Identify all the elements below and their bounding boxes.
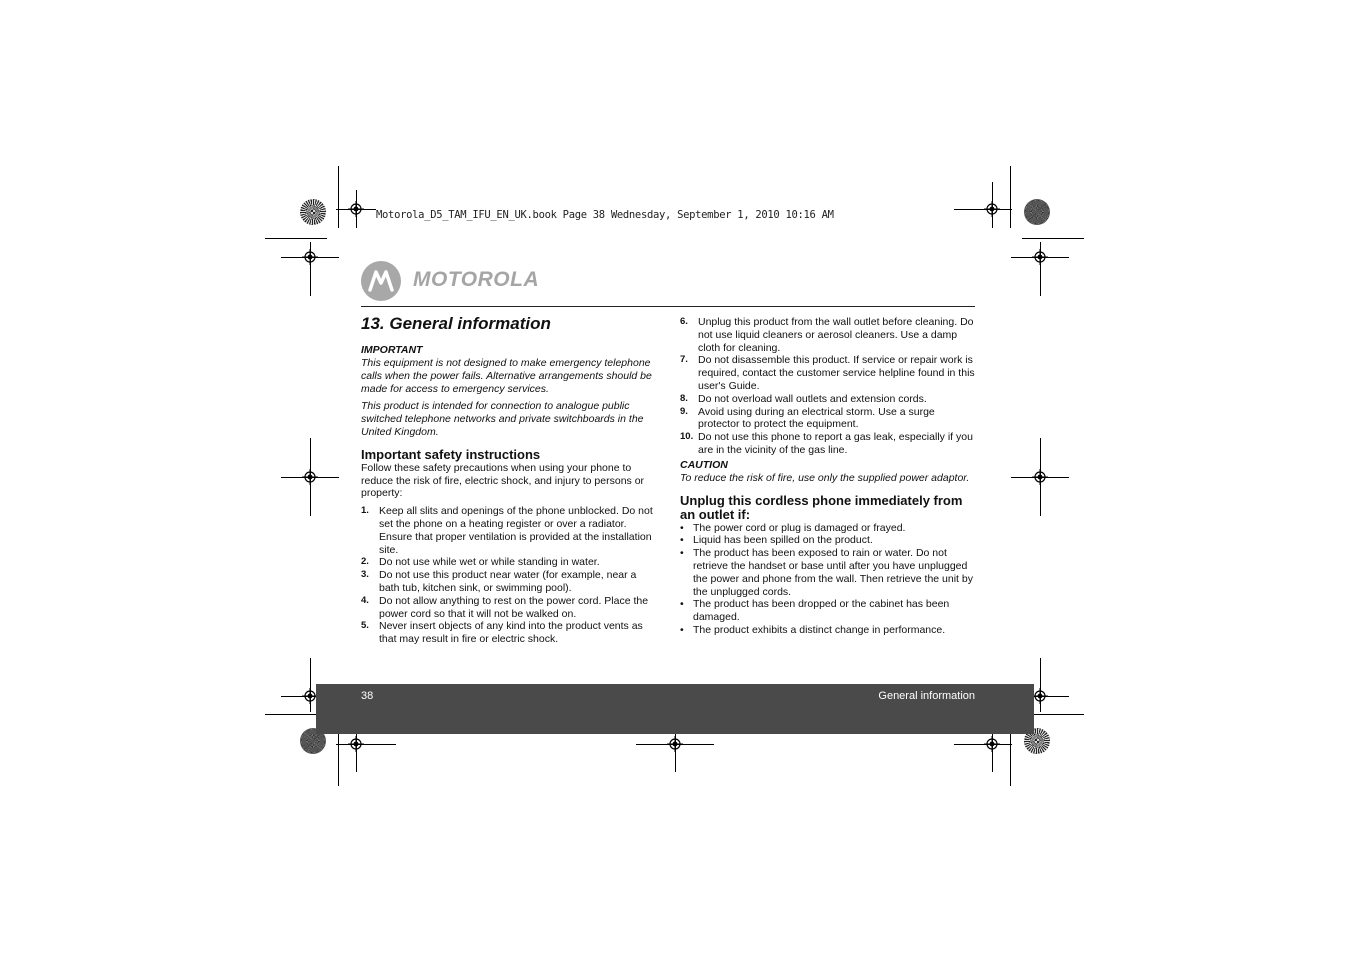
crop-mark [356,728,357,772]
safety-list [361,505,657,646]
starburst-icon [1024,199,1050,225]
list-item: • The power cord or plug is damaged or frayed. [680,521,906,534]
crop-mark [1040,438,1041,516]
crop-mark [265,238,327,239]
unplug-heading: Unplug this cordless phone immediately from an outlet if: [680,492,963,522]
list-item: 9. Avoid using during an electrical storm. Use a surge protector to protect the equipment. [680,405,935,431]
list-item: • The product exhibits a distinct change in performance. [680,623,946,636]
important-text-2: This product is intended for connection to analogue public switched telephone networks and private switchboards in the United Kingdom. [361,400,644,438]
print-slug: Motorola_D5_TAM_IFU_EN_UK.book Page 38 Wednesday, September 1, 2010 10:16 AM [376,209,834,221]
safety-list-continued [680,316,976,457]
crop-mark [310,438,311,516]
motorola-wordmark: MOTOROLA [413,268,540,291]
caution-label: CAUTION [680,458,728,471]
right-column [680,316,976,637]
motorola-logo-icon [361,261,401,301]
list-item: 5. Never insert objects of any kind into the product vents as that may result in fire or electric shock. [361,620,643,646]
list-item: 1. Keep all slits and openings of the phone unblocked. Do not set the phone on a heating register or over a radiator. Ensure that proper ventilation is provided at the installation site. [361,505,653,556]
list-item: • The product has been exposed to rain or water. Do not retrieve the handset or base until after you have unplugged the power and phone from the wall. Then retrieve the unit by the unplugged cords. [680,547,973,598]
crop-mark [338,166,339,228]
footer-bar [316,684,1034,734]
crop-mark [336,744,396,745]
list-item: 2. Do not use while wet or while standing in water. [361,556,600,569]
safety-heading: Important safety instructions [361,446,541,462]
crop-mark [310,658,311,712]
crop-mark [992,728,993,772]
list-item: • The product has been dropped or the cabinet has been damaged. [680,598,950,624]
page-number: 38 [361,690,374,702]
list-item: 4. Do not allow anything to rest on the power cord. Place the power cord so that it will not be walked on. [361,594,649,620]
crop-mark [992,182,993,228]
footer-title: General information [878,690,975,702]
section-title: 13. General information [361,314,551,333]
important-label: IMPORTANT [361,344,423,356]
starburst-icon [300,199,326,225]
list-item: 7. Do not disassemble this product. If service or repair work is required, contact the customer service helpline found in this user's Guide. [680,354,975,392]
list-item: 8. Do not overload wall outlets and extension cords. [680,392,927,405]
crop-mark [675,728,676,772]
list-item: 6. Unplug this product from the wall outlet before cleaning. Do not use liquid cleaners or aerosol cleaners. Use a damp cloth for cleaning. [680,316,974,354]
left-column [361,314,657,646]
list-item: • Liquid has been spilled on the product. [680,534,873,547]
crop-mark [954,209,1012,210]
crop-mark [1022,238,1084,239]
caution-text: To reduce the risk of fire, use only the supplied power adaptor. [680,471,970,484]
header-rule [361,306,975,307]
crop-mark [1010,166,1011,228]
crop-mark [356,190,357,228]
crop-mark [1040,658,1041,712]
safety-intro: Follow these safety precautions when using your phone to reduce the risk of fire, electric shock, and injury to persons or property: [361,461,645,500]
important-text-1: This equipment is not designed to make emergency telephone calls when the power fails. Alternative arrangements should be made for access to emergency services. [361,357,652,395]
crop-mark [310,242,311,296]
unplug-list [680,522,976,637]
list-item: 3. Do not use this product near water (for example, near a bath tub, kitchen sink, or swimming pool). [361,569,637,594]
crop-mark [954,744,1012,745]
crop-mark [1040,242,1041,296]
list-item: 10. Do not use this phone to report a gas leak, especially if you are in the vicinity of the gas line. [680,431,973,456]
